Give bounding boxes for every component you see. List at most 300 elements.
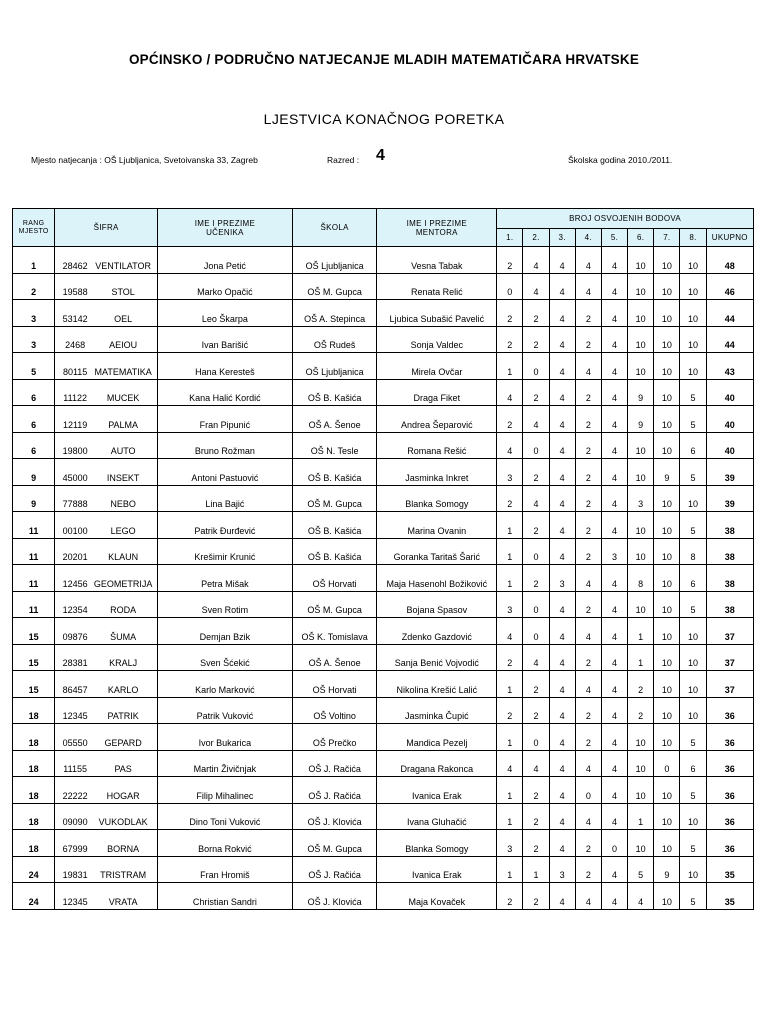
rank-cell: 11 <box>13 591 55 618</box>
school-cell: OŠ K. Tomislava <box>292 618 377 645</box>
task-points-cell: 2 <box>497 644 523 671</box>
rank-cell: 6 <box>13 406 55 433</box>
task-points-cell: 4 <box>601 273 627 300</box>
task-points-cell: 10 <box>680 644 706 671</box>
task-points-cell: 1 <box>523 856 549 883</box>
total-points-cell: 37 <box>706 618 753 645</box>
mentor-cell: Sonja Valdec <box>377 326 497 353</box>
task-points-cell: 2 <box>523 777 549 804</box>
table-row <box>13 644 754 671</box>
task-points-cell: 4 <box>575 565 601 592</box>
task-points-cell: 4 <box>601 406 627 433</box>
col-header-code: ŠIFRA <box>55 209 158 247</box>
code-word: AUTO <box>110 446 136 456</box>
rank-cell: 18 <box>13 830 55 857</box>
task-points-cell: 4 <box>601 432 627 459</box>
col-header-task-2: 2. <box>523 229 549 247</box>
total-points-cell: 44 <box>706 326 753 353</box>
rank-cell: 15 <box>13 671 55 698</box>
task-points-cell: 0 <box>523 618 549 645</box>
school-cell: OŠ M. Gupca <box>292 591 377 618</box>
mentor-cell: Maja Kovaček <box>377 883 497 910</box>
mentor-cell: Bojana Spasov <box>377 591 497 618</box>
code-word: STOL <box>111 287 135 297</box>
task-points-cell: 4 <box>549 379 575 406</box>
total-points-cell: 36 <box>706 697 753 724</box>
mentor-cell: Mirela Ovčar <box>377 353 497 380</box>
code-word: VRATA <box>108 896 138 907</box>
task-points-cell: 2 <box>575 459 601 486</box>
task-points-cell: 5 <box>680 777 706 804</box>
task-points-cell: 1 <box>497 565 523 592</box>
task-points-cell: 1 <box>628 644 654 671</box>
task-points-cell: 4 <box>523 485 549 512</box>
table-row <box>13 803 754 830</box>
task-points-cell: 4 <box>549 830 575 857</box>
task-points-cell: 0 <box>523 591 549 618</box>
task-points-cell: 10 <box>628 750 654 777</box>
school-cell: OŠ Ljubljanica <box>292 247 377 274</box>
task-points-cell: 10 <box>654 300 680 327</box>
task-points-cell: 0 <box>654 750 680 777</box>
total-points-cell: 40 <box>706 432 753 459</box>
task-points-cell: 2 <box>523 803 549 830</box>
table-row <box>13 432 754 459</box>
task-points-cell: 2 <box>497 697 523 724</box>
table-row <box>13 830 754 857</box>
task-points-cell: 10 <box>680 618 706 645</box>
code-cell <box>55 830 158 857</box>
code-number: 12119 <box>62 419 88 430</box>
mentor-cell: Ljubica Subašić Pavelić <box>377 300 497 327</box>
rank-cell: 6 <box>13 379 55 406</box>
total-points-cell: 39 <box>706 459 753 486</box>
code-number: 22222 <box>62 790 88 801</box>
task-points-cell: 2 <box>523 326 549 353</box>
total-points-cell: 38 <box>706 591 753 618</box>
mentor-cell: Andrea Šeparović <box>377 406 497 433</box>
task-points-cell: 9 <box>628 406 654 433</box>
task-points-cell: 4 <box>549 803 575 830</box>
school-cell: OŠ A. Šenoe <box>292 644 377 671</box>
task-points-cell: 4 <box>628 883 654 910</box>
col-header-task-6: 6. <box>628 229 654 247</box>
student-name-cell: Antoni Pastuović <box>157 459 292 486</box>
code-cell <box>55 379 158 406</box>
mentor-cell: Renata Relić <box>377 273 497 300</box>
task-points-cell: 10 <box>654 406 680 433</box>
task-points-cell: 10 <box>654 777 680 804</box>
task-points-cell: 4 <box>601 671 627 698</box>
task-points-cell: 4 <box>601 724 627 751</box>
task-points-cell: 5 <box>680 724 706 751</box>
student-name-cell: Fran Pipunić <box>157 406 292 433</box>
school-cell: OŠ Horvati <box>292 565 377 592</box>
code-word: PAS <box>114 764 132 774</box>
total-points-cell: 46 <box>706 273 753 300</box>
col-header-task-3: 3. <box>549 229 575 247</box>
mentor-cell: Jasminka Čupić <box>377 697 497 724</box>
task-points-cell: 4 <box>601 326 627 353</box>
table-row <box>13 671 754 698</box>
code-number: 86457 <box>62 684 88 695</box>
code-word: AEIOU <box>109 340 138 350</box>
col-header-task-1: 1. <box>497 229 523 247</box>
task-points-cell: 0 <box>523 432 549 459</box>
task-points-cell: 10 <box>628 724 654 751</box>
school-cell: OŠ A. Stepinca <box>292 300 377 327</box>
code-number: 28462 <box>62 260 88 271</box>
task-points-cell: 10 <box>654 485 680 512</box>
task-points-cell: 4 <box>523 247 549 274</box>
code-cell <box>55 432 158 459</box>
student-name-cell: Leo Škarpa <box>157 300 292 327</box>
student-name-cell: Hana Keresteš <box>157 353 292 380</box>
task-points-cell: 3 <box>549 856 575 883</box>
task-points-cell: 4 <box>575 247 601 274</box>
task-points-cell: 4 <box>549 618 575 645</box>
code-cell <box>55 565 158 592</box>
code-word: KRALJ <box>109 658 138 668</box>
ranking-table <box>12 208 754 910</box>
code-cell <box>55 697 158 724</box>
task-points-cell: 3 <box>497 459 523 486</box>
school-cell: OŠ J. Račića <box>292 777 377 804</box>
task-points-cell: 10 <box>654 432 680 459</box>
task-points-cell: 2 <box>523 379 549 406</box>
task-points-cell: 2 <box>575 724 601 751</box>
task-points-cell: 4 <box>601 565 627 592</box>
code-cell <box>55 273 158 300</box>
task-points-cell: 3 <box>497 830 523 857</box>
col-header-total: UKUPNO <box>706 229 753 247</box>
rank-cell: 6 <box>13 432 55 459</box>
task-points-cell: 10 <box>628 353 654 380</box>
task-points-cell: 3 <box>601 538 627 565</box>
task-points-cell: 0 <box>497 273 523 300</box>
task-points-cell: 10 <box>654 883 680 910</box>
student-name-cell: Kana Halić Kordić <box>157 379 292 406</box>
task-points-cell: 4 <box>575 273 601 300</box>
code-number: 05550 <box>62 737 88 748</box>
task-points-cell: 4 <box>523 750 549 777</box>
task-points-cell: 2 <box>575 591 601 618</box>
task-points-cell: 10 <box>680 326 706 353</box>
class-value: 4 <box>376 147 385 164</box>
code-number: 77888 <box>62 499 88 509</box>
rank-cell: 18 <box>13 777 55 804</box>
task-points-cell: 10 <box>654 273 680 300</box>
code-number: 20201 <box>62 552 88 562</box>
document-title: OPĆINSKO / PODRUČNO NATJECANJE MLADIH MATEMATIČARA HRVATSKE <box>128 52 640 67</box>
code-word: VUKODLAK <box>98 817 148 827</box>
school-cell: OŠ N. Tesle <box>292 432 377 459</box>
rank-cell: 9 <box>13 459 55 486</box>
rank-cell: 15 <box>13 618 55 645</box>
task-points-cell: 2 <box>523 512 549 539</box>
task-points-cell: 10 <box>654 247 680 274</box>
task-points-cell: 4 <box>601 247 627 274</box>
task-points-cell: 9 <box>628 379 654 406</box>
table-row <box>13 300 754 327</box>
task-points-cell: 10 <box>628 830 654 857</box>
mentor-cell: Nikolina Krešić Lalić <box>377 671 497 698</box>
task-points-cell: 2 <box>497 326 523 353</box>
school-cell: OŠ M. Gupca <box>292 830 377 857</box>
total-points-cell: 38 <box>706 512 753 539</box>
total-points-cell: 44 <box>706 300 753 327</box>
code-word: LEGO <box>110 525 136 536</box>
rank-cell: 11 <box>13 512 55 539</box>
col-header-task-4: 4. <box>575 229 601 247</box>
code-number: 19800 <box>62 446 88 456</box>
task-points-cell: 4 <box>601 856 627 883</box>
table-row <box>13 565 754 592</box>
school-cell: OŠ M. Gupca <box>292 485 377 512</box>
task-points-cell: 4 <box>549 406 575 433</box>
code-word: VENTILATOR <box>95 260 151 271</box>
task-points-cell: 4 <box>549 538 575 565</box>
code-number: 09090 <box>62 817 88 827</box>
task-points-cell: 10 <box>628 538 654 565</box>
code-cell <box>55 750 158 777</box>
table-row <box>13 591 754 618</box>
task-points-cell: 10 <box>628 512 654 539</box>
task-points-cell: 1 <box>497 803 523 830</box>
school-cell: OŠ Voltino <box>292 697 377 724</box>
student-name-cell: Christian Sandri <box>157 883 292 910</box>
mentor-cell: Mandica Pezelj <box>377 724 497 751</box>
col-header-school: ŠKOLA <box>292 209 377 247</box>
table-row <box>13 697 754 724</box>
school-cell: OŠ M. Gupca <box>292 273 377 300</box>
mentor-cell: Ivana Gluhačić <box>377 803 497 830</box>
task-points-cell: 4 <box>601 591 627 618</box>
code-number: 19831 <box>62 870 88 880</box>
table-row <box>13 750 754 777</box>
task-points-cell: 10 <box>680 671 706 698</box>
task-points-cell: 1 <box>628 618 654 645</box>
school-cell: OŠ A. Šenoe <box>292 406 377 433</box>
task-points-cell: 10 <box>628 326 654 353</box>
task-points-cell: 2 <box>575 485 601 512</box>
task-points-cell: 4 <box>549 750 575 777</box>
task-points-cell: 9 <box>654 856 680 883</box>
task-points-cell: 5 <box>680 459 706 486</box>
code-cell <box>55 724 158 751</box>
task-points-cell: 2 <box>628 671 654 698</box>
task-points-cell: 10 <box>628 777 654 804</box>
task-points-cell: 0 <box>601 830 627 857</box>
task-points-cell: 5 <box>680 379 706 406</box>
mentor-cell: Marina Ovanin <box>377 512 497 539</box>
total-points-cell: 36 <box>706 777 753 804</box>
code-word: PATRIK <box>107 711 139 721</box>
rank-cell: 18 <box>13 750 55 777</box>
class-label: Razred : <box>327 155 360 165</box>
table-row <box>13 326 754 353</box>
task-points-cell: 0 <box>523 353 549 380</box>
student-name-cell: Petra Mišak <box>157 565 292 592</box>
code-number: 53142 <box>62 313 88 324</box>
task-points-cell: 10 <box>628 432 654 459</box>
code-word: KARLO <box>107 684 139 695</box>
task-points-cell: 4 <box>575 883 601 910</box>
mentor-cell: Sanja Benić Vojvodić <box>377 644 497 671</box>
task-points-cell: 4 <box>523 644 549 671</box>
task-points-cell: 6 <box>680 565 706 592</box>
col-header-task-8: 8. <box>680 229 706 247</box>
student-name-cell: Marko Opačić <box>157 273 292 300</box>
task-points-cell: 2 <box>497 300 523 327</box>
task-points-cell: 10 <box>654 830 680 857</box>
code-cell <box>55 538 158 565</box>
task-points-cell: 2 <box>497 406 523 433</box>
task-points-cell: 5 <box>680 883 706 910</box>
total-points-cell: 43 <box>706 353 753 380</box>
code-cell <box>55 485 158 512</box>
mentor-cell: Goranka Taritaš Šarić <box>377 538 497 565</box>
task-points-cell: 2 <box>575 432 601 459</box>
student-name-cell: Ivan Barišić <box>157 326 292 353</box>
table-row <box>13 777 754 804</box>
rank-cell: 5 <box>13 353 55 380</box>
mentor-cell: Romana Rešić <box>377 432 497 459</box>
task-points-cell: 0 <box>523 538 549 565</box>
rank-cell: 11 <box>13 538 55 565</box>
task-points-cell: 4 <box>549 777 575 804</box>
task-points-cell: 2 <box>523 671 549 698</box>
task-points-cell: 4 <box>601 300 627 327</box>
total-points-cell: 36 <box>706 803 753 830</box>
table-row <box>13 538 754 565</box>
code-cell <box>55 671 158 698</box>
task-points-cell: 3 <box>549 565 575 592</box>
table-row <box>13 856 754 883</box>
mentor-cell: Zdenko Gazdović <box>377 618 497 645</box>
code-number: 12354 <box>62 605 88 615</box>
total-points-cell: 38 <box>706 565 753 592</box>
task-points-cell: 10 <box>628 591 654 618</box>
task-points-cell: 1 <box>497 856 523 883</box>
total-points-cell: 40 <box>706 406 753 433</box>
task-points-cell: 4 <box>601 379 627 406</box>
col-header-rank: RANG MJESTO <box>13 209 55 247</box>
rank-cell: 11 <box>13 565 55 592</box>
task-points-cell: 10 <box>654 538 680 565</box>
student-name-cell: Sven Šćekić <box>157 644 292 671</box>
table-row <box>13 485 754 512</box>
task-points-cell: 10 <box>654 326 680 353</box>
mentor-cell: Blanka Somogy <box>377 830 497 857</box>
task-points-cell: 6 <box>680 432 706 459</box>
code-word: MUCEK <box>106 393 140 403</box>
document-subtitle: LJESTVICA KONAČNOG PORETKA <box>263 111 505 127</box>
code-cell <box>55 326 158 353</box>
school-cell: OŠ B. Kašića <box>292 459 377 486</box>
task-points-cell: 10 <box>654 618 680 645</box>
mentor-cell: Ivanica Erak <box>377 856 497 883</box>
code-number: 45000 <box>62 472 88 483</box>
task-points-cell: 2 <box>497 247 523 274</box>
task-points-cell: 4 <box>601 459 627 486</box>
task-points-cell: 4 <box>549 671 575 698</box>
student-name-cell: Fran Hromiš <box>157 856 292 883</box>
task-points-cell: 8 <box>628 565 654 592</box>
task-points-cell: 2 <box>523 565 549 592</box>
code-cell <box>55 406 158 433</box>
total-points-cell: 38 <box>706 538 753 565</box>
code-number: 00100 <box>62 525 88 536</box>
code-cell <box>55 512 158 539</box>
task-points-cell: 4 <box>601 485 627 512</box>
student-name-cell: Karlo Marković <box>157 671 292 698</box>
student-name-cell: Sven Rotim <box>157 591 292 618</box>
task-points-cell: 4 <box>549 485 575 512</box>
rank-cell: 24 <box>13 883 55 910</box>
school-cell: OŠ J. Račića <box>292 856 377 883</box>
task-points-cell: 4 <box>549 432 575 459</box>
task-points-cell: 4 <box>601 618 627 645</box>
school-cell: OŠ B. Kašića <box>292 379 377 406</box>
task-points-cell: 4 <box>497 618 523 645</box>
col-header-task-7: 7. <box>654 229 680 247</box>
code-cell <box>55 856 158 883</box>
task-points-cell: 2 <box>497 883 523 910</box>
mentor-cell: Maja Hasenohl Božiković <box>377 565 497 592</box>
task-points-cell: 2 <box>523 300 549 327</box>
student-name-cell: Dino Toni Vuković <box>157 803 292 830</box>
task-points-cell: 10 <box>654 379 680 406</box>
task-points-cell: 1 <box>497 512 523 539</box>
task-points-cell: 2 <box>575 512 601 539</box>
rank-cell: 15 <box>13 644 55 671</box>
task-points-cell: 2 <box>575 856 601 883</box>
task-points-cell: 4 <box>549 247 575 274</box>
student-name-cell: Patrik Vuković <box>157 697 292 724</box>
task-points-cell: 4 <box>549 273 575 300</box>
student-name-cell: Lina Bajić <box>157 485 292 512</box>
total-points-cell: 36 <box>706 830 753 857</box>
student-name-cell: Bruno Rožman <box>157 432 292 459</box>
col-header-points: BROJ OSVOJENIH BODOVA <box>497 209 754 229</box>
mentor-cell: Vesna Tabak <box>377 247 497 274</box>
task-points-cell: 3 <box>628 485 654 512</box>
task-points-cell: 4 <box>575 353 601 380</box>
task-points-cell: 2 <box>523 459 549 486</box>
code-cell <box>55 803 158 830</box>
code-word: RODA <box>110 605 137 615</box>
task-points-cell: 4 <box>549 326 575 353</box>
task-points-cell: 6 <box>680 750 706 777</box>
task-points-cell: 2 <box>575 644 601 671</box>
school-year: Školska godina 2010./2011. <box>568 155 673 165</box>
task-points-cell: 5 <box>680 406 706 433</box>
col-header-mentor: IME I PREZIME MENTORA <box>377 209 497 247</box>
total-points-cell: 36 <box>706 724 753 751</box>
task-points-cell: 2 <box>575 697 601 724</box>
total-points-cell: 36 <box>706 750 753 777</box>
task-points-cell: 4 <box>523 273 549 300</box>
task-points-cell: 4 <box>549 697 575 724</box>
mentor-cell: Ivanica Erak <box>377 777 497 804</box>
task-points-cell: 2 <box>523 697 549 724</box>
task-points-cell: 10 <box>680 697 706 724</box>
code-cell <box>55 618 158 645</box>
student-name-cell: Jona Petić <box>157 247 292 274</box>
school-cell: OŠ Horvati <box>292 671 377 698</box>
code-word: OEL <box>114 313 133 324</box>
